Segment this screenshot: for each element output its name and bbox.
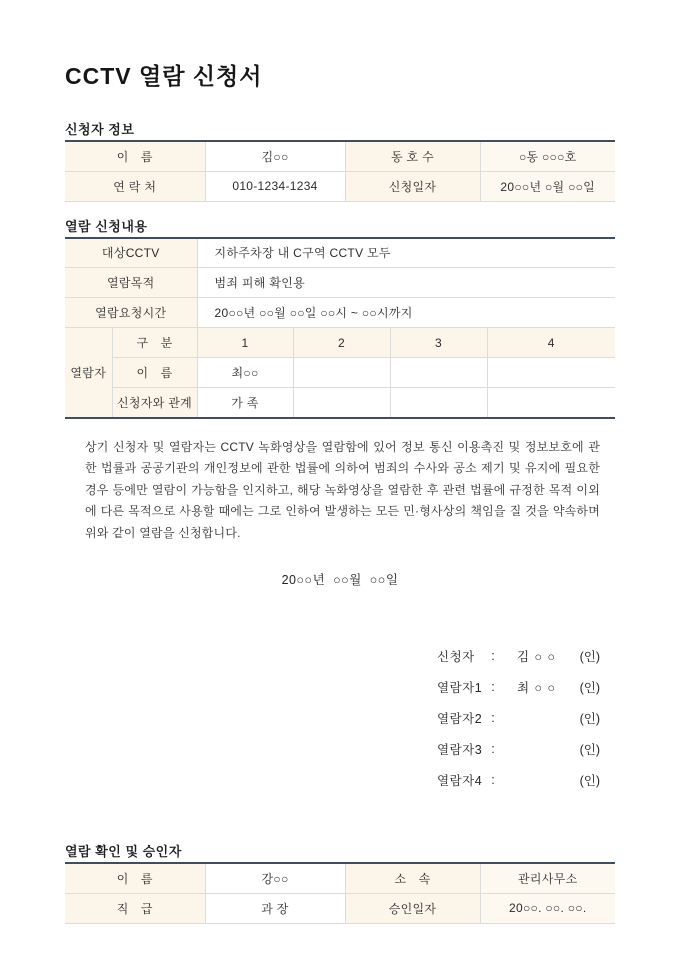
signature-colon: : (491, 710, 495, 725)
approver-position-value: 과 장 (205, 893, 345, 923)
table-row (65, 238, 615, 268)
viewer-3-name (390, 358, 487, 388)
viewer-1-name: 최○○ (197, 358, 293, 388)
viewer-2-relation (293, 388, 390, 418)
application-date-label: 신청일자 (345, 171, 480, 201)
signature-colon: : (491, 648, 495, 663)
target-cctv-value: 지하주차장 내 C구역 CCTV 모두 (197, 238, 615, 268)
application-date-line: 20○○년 ○○월 ○○일 (281, 573, 399, 587)
approver-name-label: 이 름 (65, 863, 205, 893)
approval-date-label: 승인일자 (345, 893, 480, 923)
seal-placeholder: (인) (579, 649, 600, 664)
signature-colon: : (491, 772, 495, 787)
table-row (65, 171, 615, 201)
table-row (65, 141, 615, 171)
viewer-col-2-header: 2 (293, 328, 390, 358)
target-cctv-label: 대상CCTV (65, 238, 197, 268)
seal-placeholder: (인) (579, 680, 600, 695)
approver-affiliation-label: 소 속 (345, 863, 480, 893)
signature-label: 열람자4 (437, 773, 483, 788)
seal-placeholder: (인) (579, 773, 600, 788)
seal-placeholder: (인) (579, 711, 600, 726)
unit-number-label: 동 호 수 (345, 141, 480, 171)
approver-position-label: 직 급 (65, 893, 205, 923)
unit-number-value: ○동 ○○○호 (480, 141, 615, 171)
table-row (65, 358, 615, 388)
table-row (65, 863, 615, 893)
approver-section-heading: 열람 확인 및 승인자 (65, 844, 182, 859)
signature-label: 열람자2 (437, 711, 483, 726)
approver-table (65, 862, 615, 924)
application-date-value: 20○○년 ○월 ○○일 (480, 171, 615, 201)
applicant-name-label: 이 름 (65, 141, 205, 171)
viewer-1-relation: 가 족 (197, 388, 293, 418)
viewer-name-label: 이 름 (112, 358, 197, 388)
seal-placeholder: (인) (579, 742, 600, 757)
agreement-paragraph: 상기 신청자 및 열람자는 CCTV 녹화영상을 열람함에 있어 정보 통신 이용촉진 및 정보보호에 관한 법률과 공공기관의 개인정보에 관한 법률에 의하여 범죄의 수사와 공소 제기 및 유지에 필요한 경우 등에만 열람이 가능함을 인지하고, 해당 녹화영상을 열람한 후 관련 법률에 규정한 목적 이외에 다른 목적으로 사용할 때에는 그로 인하여 발생하는 모든 민·형사상의 책임을 질 것을 약속하며 위와 같이 열람을 신청합니다. (85, 439, 600, 540)
table-row (65, 268, 615, 298)
table-row (65, 893, 615, 923)
applicant-section-heading: 신청자 정보 (65, 122, 135, 137)
table-row (65, 328, 615, 358)
contact-label: 연 락 처 (65, 171, 205, 201)
page-title: CCTV 열람 신청서 (65, 63, 263, 89)
approver-affiliation-value: 관리사무소 (480, 863, 615, 893)
approver-section (65, 841, 615, 924)
request-details-table (65, 237, 615, 419)
signature-block (437, 640, 600, 795)
request-section-heading: 열람 신청내용 (65, 218, 148, 234)
signature-name: 최 ○ ○ (516, 680, 557, 695)
viewer-category-label: 구 분 (112, 328, 197, 358)
signature-colon: : (491, 679, 495, 694)
viewers-row-header: 열람자 (65, 328, 112, 418)
viewing-purpose-label: 열람목적 (65, 268, 197, 298)
signature-label: 열람자1 (437, 680, 483, 695)
viewer-col-3-header: 3 (390, 328, 487, 358)
requested-time-value: 20○○년 ○○월 ○○일 ○○시 ~ ○○시까지 (197, 298, 615, 328)
signature-row-viewer-4 (437, 764, 600, 795)
signature-row-viewer-1 (437, 671, 600, 702)
viewer-3-relation (390, 388, 487, 418)
viewer-col-4-header: 4 (487, 328, 615, 358)
signature-row-viewer-3 (437, 733, 600, 764)
viewer-2-name (293, 358, 390, 388)
table-row (65, 298, 615, 328)
viewing-purpose-value: 범죄 피해 확인용 (197, 268, 615, 298)
applicant-name-value: 김○○ (205, 141, 345, 171)
applicant-info-table (65, 140, 615, 202)
signature-label: 열람자3 (437, 742, 483, 757)
table-row (65, 388, 615, 418)
approver-name-value: 강○○ (205, 863, 345, 893)
signature-name: 김 ○ ○ (516, 649, 557, 664)
requested-time-label: 열람요청시간 (65, 298, 197, 328)
viewer-4-relation (487, 388, 615, 418)
contact-value: 010-1234-1234 (205, 171, 345, 201)
signature-row-applicant (437, 640, 600, 671)
viewer-4-name (487, 358, 615, 388)
signature-row-viewer-2 (437, 702, 600, 733)
signature-colon: : (491, 741, 495, 756)
signature-label: 신청자 (437, 649, 475, 664)
viewer-relation-label: 신청자와 관계 (112, 388, 197, 418)
approval-date-value: 20○○. ○○. ○○. (480, 893, 615, 923)
viewer-col-1-header: 1 (197, 328, 293, 358)
